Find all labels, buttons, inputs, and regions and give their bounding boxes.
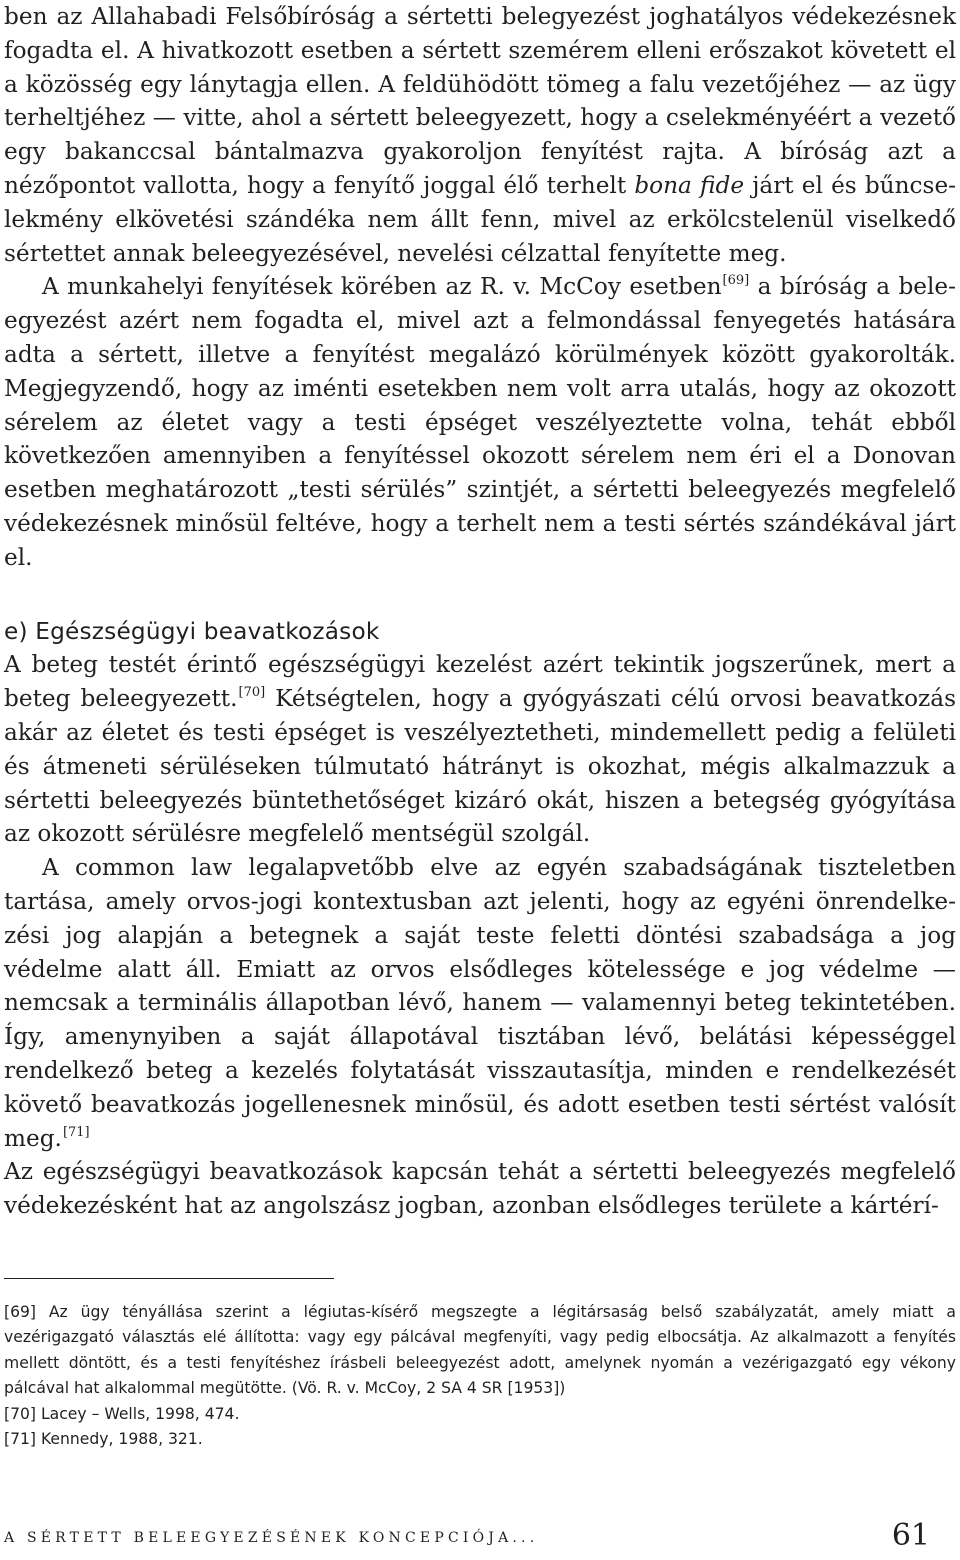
footnote-ref: [71] [62, 1124, 90, 1140]
text-run: A munkahelyi fenyítések körében az R. v. McCoy esetben [42, 273, 722, 301]
paragraph [4, 648, 956, 851]
footnote-divider [4, 1278, 334, 1279]
footnote-ref: [69] [722, 273, 750, 289]
paragraph [4, 0, 956, 270]
page-number: 61 [891, 1518, 930, 1553]
footnotes [4, 1300, 956, 1452]
paragraph [4, 851, 956, 1155]
section-heading: e) Egészségügyi beavatkozások [4, 617, 380, 645]
page-footer [4, 1520, 956, 1560]
footnote-70: [70] Lacey – Wells, 1998, 474. [4, 1404, 240, 1423]
text-run: a bíróság a beleegyezést azért nem fogadta el, mivel azt a felmondással fenyegetés hatására adta a sértett, illetve a fenyítést megalázó körülmények között gyakorolták. Megjegyzendő, hogy az iménti esetekben nem volt arra utalás, hogy az okozott sérelem az életet vagy a testi épséget veszélyeztette volna, tehát ebből következően amennyiben a fenyítéssel okozott sérelem nem éri el a Donovan esetben meghatározott „testi sérülés” szintjét, a sértetti beleegyezés megfelelő védekezésnek minősül feltéve, hogy a terhelt nem a testi sértés szándékával járt el. [4, 273, 956, 571]
footnote-69: [69] Az ügy tényállása szerint a légiutas-kísérő megszegte a légitársaság belső szabályzatát, amely miatt a vezérigazgató választás elé állította: vagy egy pálcával megfenyíti, vagy pedig elbocsátja. Az alkalmazott a fenyítés mellett döntött, és a testi fenyítéshez írásbeli beleegyezést adott, amelynek nyomán a vezérigazgató egy vékony pálcával hat alkalommal megütötte. (Vö. R. v. McCoy, 2 SA 4 SR [1953]) [4, 1303, 956, 1398]
footnote-71: [71] Kennedy, 1988, 321. [4, 1430, 203, 1449]
text-run: Az egészségügyi beavatkozások kapcsán tehát a sértetti beleegyezés megfelelő védekezésként hat az angolszász jogban, azonban elsődleges területe a kártérí- [4, 1158, 956, 1220]
main-text [4, 0, 956, 1223]
text-run: Kétségtelen, hogy a gyógyászati célú orvosi beavatkozás akár az életet és testi épséget is veszélyeztetheti, mindemellett pedig a felületi és átmeneti sérüléseken túlmutató hátrányt is okozhat, mégis alkalmazzuk a sértetti beleegyezés büntethetőséget kizáró okát, hiszen a betegség gyógyítása az okozott sérülésre megfelelő mentségül szolgál. [4, 685, 956, 848]
text-run: A common law legalapvetőbb elve az egyén szabadságának tiszteletben tartása, amely orvos-jogi kontextusban azt jelenti, hogy az egyéni önrendelkezési jog alapján a betegnek a saját teste feletti döntési szabadsága a jog védelme alatt áll. Emiatt az orvos elsődleges kötelessége e jog védelme — nemcsak a terminális állapotban lévő, hanem — valamennyi beteg tekintetében. Így, amenynyiben a saját állapotával tisztában lévő, belátási képességgel rendelkező beteg a kezelés folytatását visszautasítja, minden e rendelkezését követő beavatkozás jogellenesnek minősül, és adott esetben testi sértést valósít meg. [4, 854, 956, 1152]
paragraph [4, 270, 956, 574]
document-page [4, 0, 957, 1553]
text-run: járt el és bűncselekmény elkövetési szándéka nem állt fenn, mivel az erkölcstelenül viselkedő sértettet annak beleegyezésével, nevelési célzattal fenyítette meg. [4, 171, 957, 267]
running-title: A SÉRTETT BELEEGYEZÉSÉNEK KONCEPCIÓJA... [4, 1530, 539, 1546]
text-run: ben az Allahabadi Felsőbíróság a sértetti belegyezést joghatályos védekezésnek fogadta el. A hivatkozott esetben a sértett szemérem elleni erőszakot követett el a közösség egy lánytagja ellen. A feldühödött tömeg a falu vezetőjéhez — az ügy terheltjéhez — vitte, ahol a sértett beleegyezett, hogy a cselekményéért a vezető egy bakanccsal bántalmazva gyakoroljon fenyítést rajta. A bíróság azt a nézőpontot vallotta, hogy a fenyítő joggal élő terhelt [4, 3, 956, 199]
paragraph [4, 1155, 956, 1223]
italic-term: bona fide [634, 171, 745, 199]
footnote-ref: [70] [238, 685, 266, 701]
text-run: A beteg testét érintő egészségügyi kezelést azért tekintik jogszerűnek, mert a beteg beleegyezett. [4, 651, 956, 713]
